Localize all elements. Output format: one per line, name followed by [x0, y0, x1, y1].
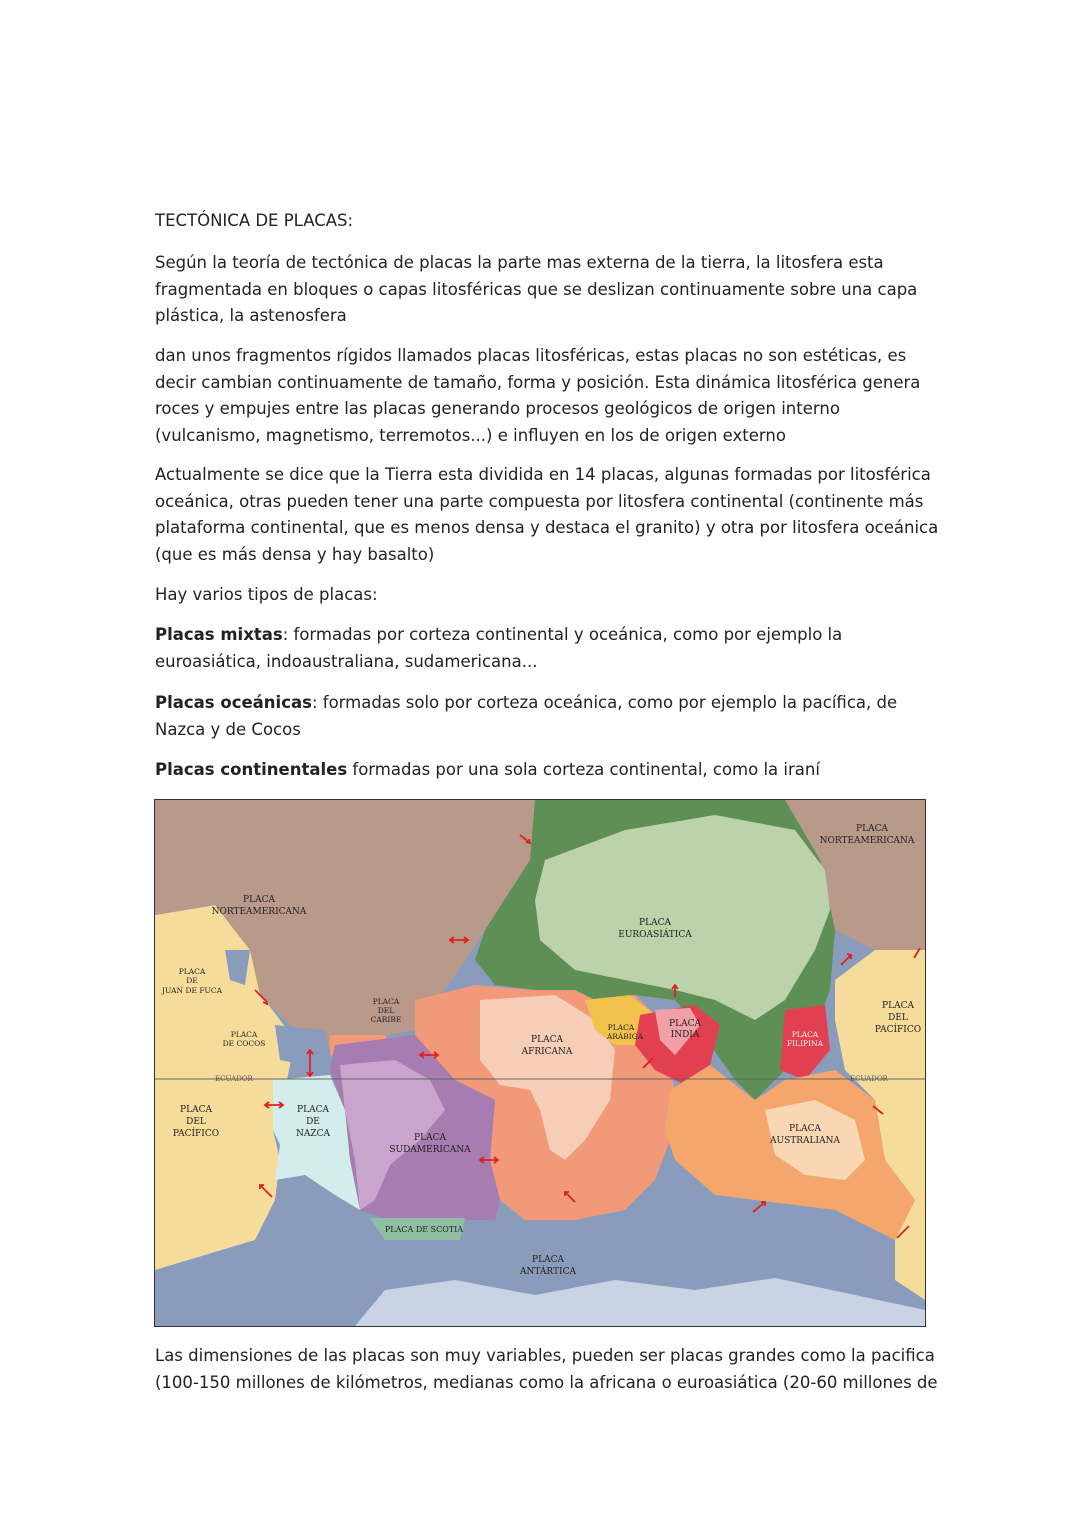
label-south-american-2: SUDAMERICANA: [389, 1145, 471, 1155]
term-continental-plates: Placas continentales: [155, 760, 348, 779]
label-antarctic-1: PLACA: [532, 1255, 564, 1265]
label-pacific-east-3: PACÍFICO: [874, 1025, 922, 1035]
equator-label-east: ECUADOR: [850, 1075, 888, 1083]
label-indian-1: PLACA: [669, 1019, 701, 1029]
label-arabian-2: ARÁBIGA: [606, 1032, 644, 1041]
label-philippine-2: FILIPINA: [786, 1039, 824, 1048]
label-scotia: PLACA DE SCOTIA: [384, 1225, 464, 1234]
paragraph-2: dan unos fragmentos rígidos llamados placas litosféricas, estas placas no son estéticas, es decir cambian continuamente de tamaño, forma y posición. Esta dinámica litosférica genera roces y empujes entre las placas generando procesos geológicos de origen interno (vulcanismo, magnetismo, terremotos...) e influyen en los de origen externo: [155, 346, 921, 445]
label-pacific-west-3: PACÍFICO: [172, 1129, 220, 1139]
label-juan-de-fuca-2: DE: [186, 976, 198, 985]
label-north-american-ne-1: PLACA: [856, 824, 888, 834]
label-arabian-1: PLACA: [607, 1023, 635, 1032]
label-african-2: AFRICANA: [521, 1047, 573, 1057]
paragraph-4: Hay varios tipos de placas:: [155, 585, 378, 604]
document-title: TECTÓNICA DE PLACAS:: [155, 211, 354, 230]
label-pacific-west-1: PLACA: [180, 1105, 212, 1115]
paragraph-3: Actualmente se dice que la Tierra esta dividida en 14 placas, algunas formadas por litosférica oceánica, otras pueden tener una parte compuesta por litosfera continental (continente más plataforma continental, que es menos densa y destaca el granito) y otra por litosfera oceánica (que es más densa y hay basalto): [155, 465, 939, 564]
label-pacific-east-1: PLACA: [882, 1001, 914, 1011]
paragraph-continental-plates: Placas continentales formadas por una sola corteza continental, como la iraní: [155, 760, 820, 779]
paragraph-dimensions: Las dimensiones de las placas son muy variables, pueden ser placas grandes como la pacifica (100-150 millones de kilómetros, medianas como la africana o euroasiática (20-60 millones de: [155, 1346, 938, 1392]
term-mixed-plates: Placas mixtas: [155, 625, 283, 644]
label-north-american-2: NORTEAMERICANA: [211, 907, 307, 917]
label-eurasian-2: EUROASIÁTICA: [618, 930, 692, 940]
paragraph-1: Según la teoría de tectónica de placas la parte mas externa de la tierra, la litosfera esta fragmentada en bloques o capas litosféricas que se deslizan continuamente sobre una capa plástica, la astenosfera: [155, 253, 918, 325]
label-nazca-3: NAZCA: [295, 1129, 331, 1139]
label-juan-de-fuca-3: JUAN DE FUCA: [161, 986, 223, 995]
label-nazca-2: DE: [306, 1117, 320, 1127]
paragraph-oceanic-plates: Placas oceánicas: formadas solo por corteza oceánica, como por ejemplo la pacífica, de Nazca y de Cocos: [155, 693, 898, 739]
label-indian-2: INDIA: [670, 1030, 700, 1040]
label-caribbean-1: PLACA: [372, 997, 400, 1006]
label-eurasian-1: PLACA: [639, 918, 671, 928]
label-cocos-2: DE COCOS: [222, 1039, 266, 1048]
label-antarctic-2: ANTÁRTICA: [520, 1267, 576, 1277]
equator-label-west: ECUADOR: [215, 1075, 253, 1083]
term-oceanic-plates: Placas oceánicas: [155, 693, 312, 712]
label-pacific-east-2: DEL: [888, 1013, 908, 1023]
label-north-american-ne-2: NORTEAMERICANA: [819, 836, 915, 846]
label-australian-1: PLACA: [789, 1124, 821, 1134]
label-pacific-west-2: DEL: [186, 1117, 206, 1127]
label-australian-2: AUSTRALIANA: [770, 1136, 840, 1146]
label-nazca-1: PLACA: [297, 1105, 329, 1115]
label-north-american-1: PLACA: [243, 895, 275, 905]
tectonic-plates-map: [154, 799, 926, 1327]
label-caribbean-3: CARIBE: [370, 1015, 402, 1024]
map-svg: [155, 800, 925, 1326]
label-juan-de-fuca-1: PLACA: [178, 967, 206, 976]
label-south-american-1: PLACA: [414, 1133, 446, 1143]
label-philippine-1: PLACA: [791, 1030, 819, 1039]
label-caribbean-2: DEL: [377, 1006, 395, 1015]
label-cocos-1: PLACA: [230, 1030, 258, 1039]
label-african-1: PLACA: [531, 1035, 563, 1045]
paragraph-mixed-plates: Placas mixtas: formadas por corteza continental y oceánica, como por ejemplo la euroasiática, indoaustraliana, sudamericana...: [155, 625, 843, 671]
